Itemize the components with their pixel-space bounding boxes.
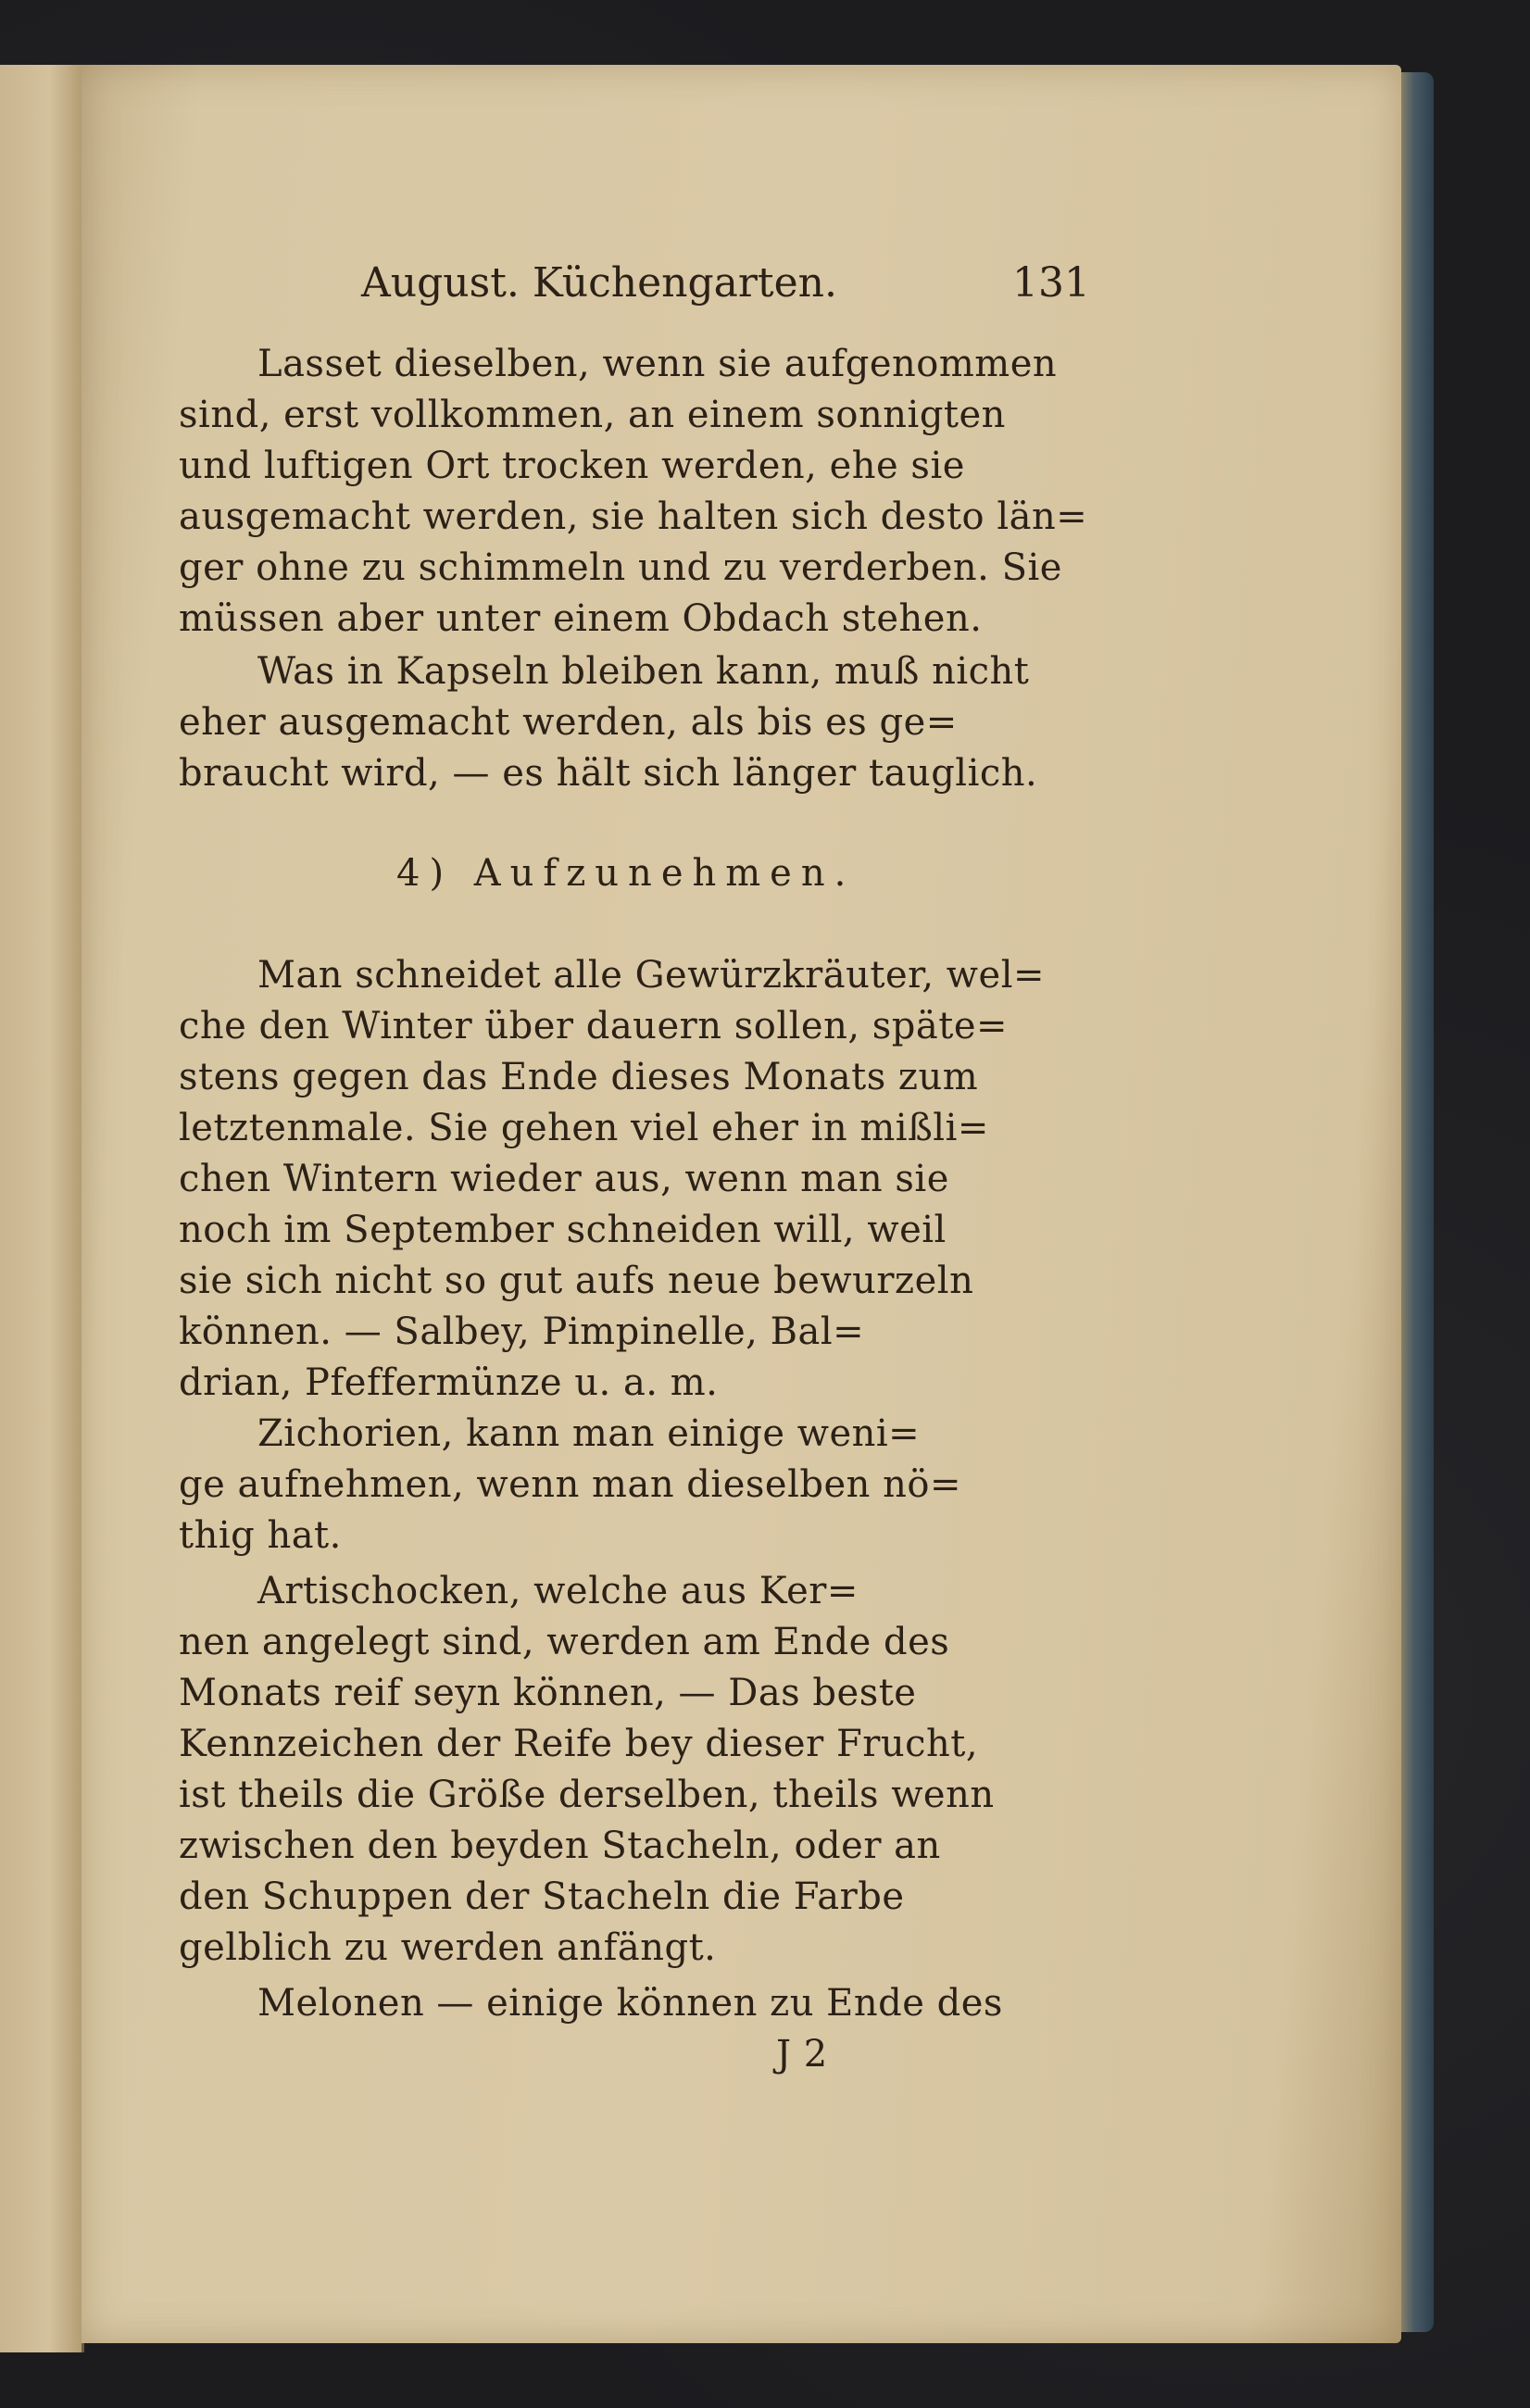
text-line: gelblich zu werden anfängt. bbox=[179, 1926, 717, 1969]
text-line: Artischocken, welche aus Ker= bbox=[257, 1570, 859, 1612]
signature-mark: J 2 bbox=[776, 2033, 828, 2076]
book-page bbox=[82, 65, 1401, 2343]
text-line: drian, Pfeffermünze u. a. m. bbox=[179, 1361, 719, 1404]
text-line: stens gegen das Ende dieses Monats zum bbox=[179, 1056, 979, 1098]
text-line: Zichorien, kann man einige weni= bbox=[257, 1412, 921, 1455]
text-line: noch im September schneiden will, weil bbox=[179, 1209, 947, 1251]
text-line: können. — Salbey, Pimpinelle, Bal= bbox=[179, 1311, 865, 1353]
text-line: den Schuppen der Stacheln die Farbe bbox=[179, 1875, 905, 1918]
text-line: Monats reif seyn können, — Das beste bbox=[179, 1672, 917, 1714]
page-number: 131 bbox=[1012, 259, 1090, 307]
text-line: eher ausgemacht werden, als bis es ge= bbox=[179, 701, 958, 744]
text-line: chen Wintern wieder aus, wenn man sie bbox=[179, 1158, 949, 1200]
section-heading: 4) Aufzunehmen. bbox=[396, 852, 856, 895]
text-line: ausgemacht werden, sie halten sich desto län= bbox=[179, 495, 1088, 538]
text-line: ge aufnehmen, wenn man dieselben nö= bbox=[179, 1463, 961, 1506]
text-line: Melonen — einige können zu Ende des bbox=[257, 1982, 1003, 2025]
text-line: braucht wird, — es hält sich länger tauglich. bbox=[179, 752, 1038, 795]
text-line: sind, erst vollkommen, an einem sonnigten bbox=[179, 394, 1006, 436]
text-line: ist theils die Größe derselben, theils wenn bbox=[179, 1774, 995, 1816]
text-line: sie sich nicht so gut aufs neue bewurzeln bbox=[179, 1260, 974, 1302]
text-line: und luftigen Ort trocken werden, ehe sie bbox=[179, 445, 965, 487]
text-line: Lasset dieselben, wenn sie aufgenommen bbox=[257, 343, 1058, 385]
text-line: thig hat. bbox=[179, 1514, 342, 1557]
text-line: letztenmale. Sie gehen viel eher in mißli= bbox=[179, 1107, 989, 1149]
facing-page-edge bbox=[0, 65, 84, 2352]
text-line: zwischen den beyden Stacheln, oder an bbox=[179, 1825, 941, 1867]
text-line: che den Winter über dauern sollen, späte= bbox=[179, 1005, 1009, 1047]
text-line: nen angelegt sind, werden am Ende des bbox=[179, 1621, 950, 1663]
text-line: Kennzeichen der Reife bey dieser Frucht, bbox=[179, 1723, 979, 1765]
text-line: ger ohne zu schimmeln und zu verderben. Sie bbox=[179, 546, 1062, 589]
text-line: Man schneidet alle Gewürzkräuter, wel= bbox=[257, 954, 1045, 997]
text-line: müssen aber unter einem Obdach stehen. bbox=[179, 597, 983, 640]
text-line: Was in Kapseln bleiben kann, muß nicht bbox=[257, 650, 1030, 693]
running-head: August. Küchengarten. bbox=[361, 259, 837, 307]
